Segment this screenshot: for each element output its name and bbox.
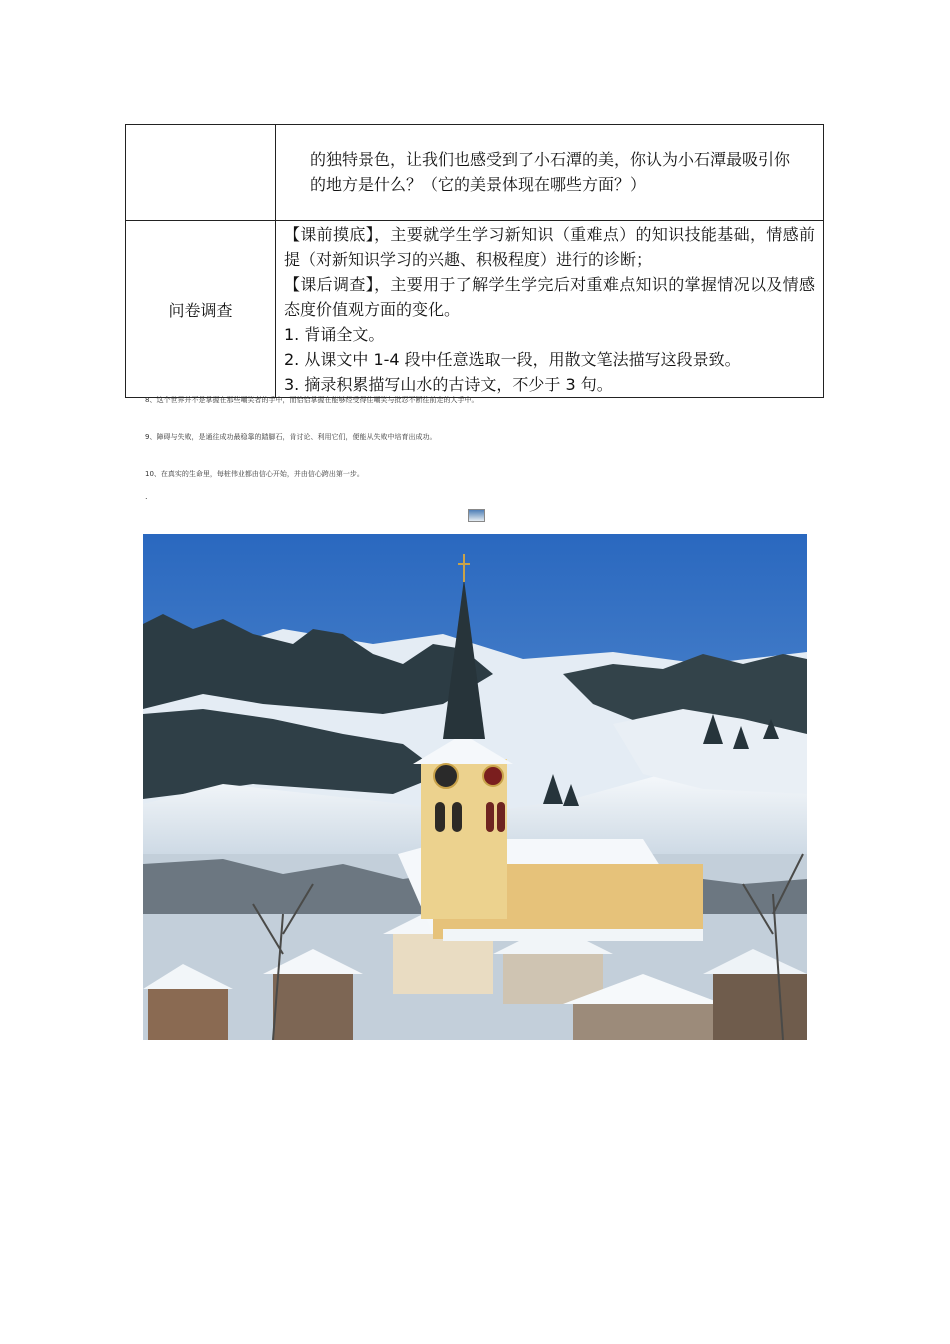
post-class-paragraph [284,272,815,322]
lesson-table [125,124,824,398]
row-label [126,125,276,221]
quote-8: 8、这个世界并不是掌握在那些嘲笑者的手中，而恰恰掌握在能够经受得住嘲笑与批忍不断往前走的人手中。 [145,396,479,404]
content-line: 的地方是什么？（它的美景体现在哪些方面？） [310,175,647,194]
stray-dot: . [145,492,148,501]
post-class-tag: 【课后调查】 [284,275,375,294]
post-class-text: ，主要用于了解学生学完后对重难点知识的掌握情况以及情感态度价值观方面的变化。 [284,275,815,319]
assignment-item: 2. 从课文中 1-4 段中任意选取一段，用散文笔法描写这段景致。 [284,350,741,369]
table-row [126,221,824,398]
pre-class-text: ，主要就学生学习新知识（重难点）的知识技能基础，情感前提（对新知识学习的兴趣、积极程度）进行的诊断； [284,225,815,269]
thumbnail-image-icon [468,509,485,522]
content-line: 的独特景色，让我们也感受到了小石潭的美，你认为小石潭最吸引你 [310,150,791,169]
quote-9: 9、障碍与失败，是通往成功最稳靠的踏脚石，肯讨论、利用它们，便能从失败中培育出成功。 [145,433,437,441]
survey-content [276,221,824,398]
table-row [126,125,824,221]
quote-10: 10、在真实的生命里，每桩伟业都由信心开始，并由信心跨出第一步。 [145,470,364,478]
row-label-survey: 问卷调查 [126,221,276,398]
pre-class-paragraph [284,222,815,272]
assignment-item: 1. 背诵全文。 [284,325,385,344]
assignment-item: 3. 摘录积累描写山水的古诗文，不少于 3 句。 [284,375,613,394]
pre-class-tag: 【课前摸底】 [284,225,375,244]
row-content [276,125,824,221]
winter-village-church-photo [143,534,807,1040]
